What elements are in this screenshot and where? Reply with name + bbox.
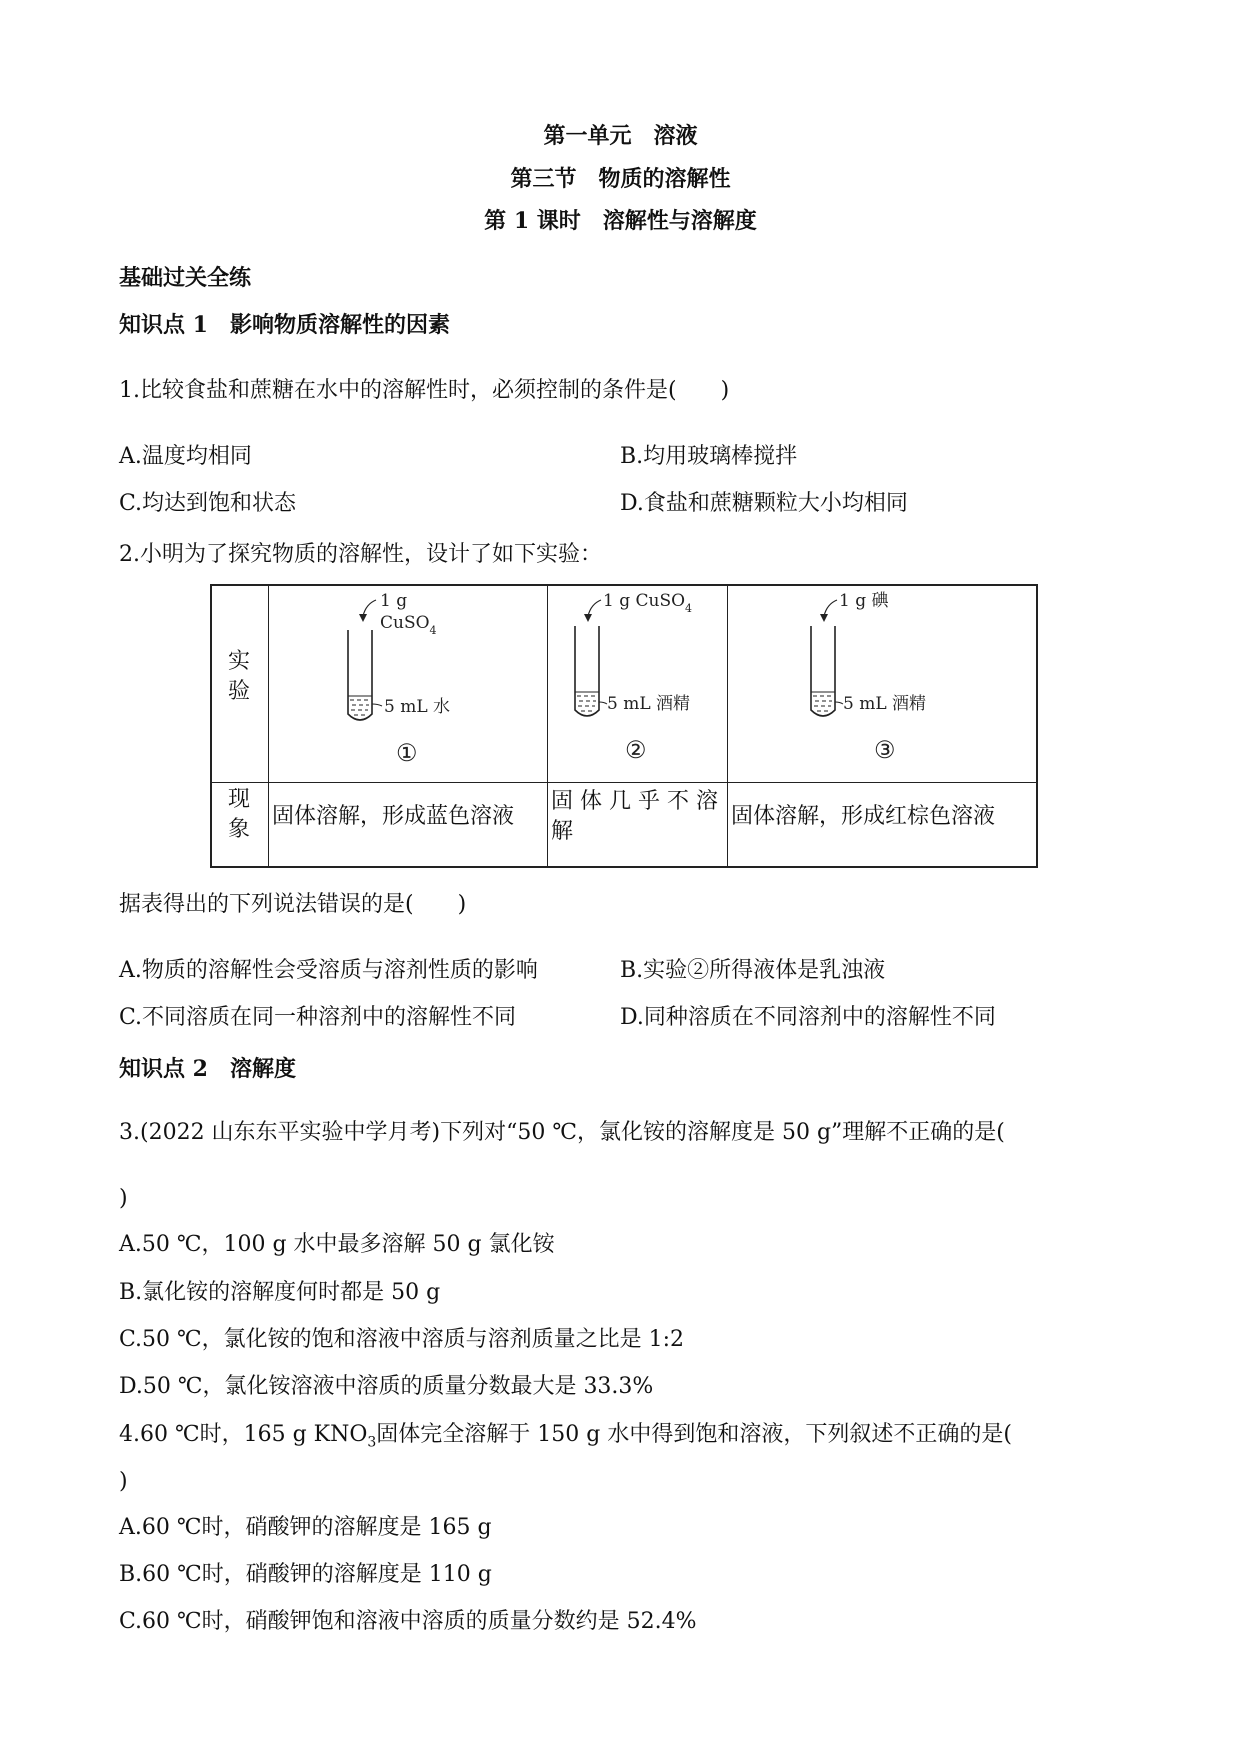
q1-option-a: A.温度均相同 (119, 444, 252, 469)
q4-option-b: B.60 ℃时，硝酸钾的溶解度是 110 g (119, 1562, 492, 1587)
q1-option-d: D.食盐和蔗糖颗粒大小均相同 (620, 491, 908, 516)
lesson-title: 第 1 课时 溶解性与溶解度 (484, 208, 757, 234)
q4-option-a: A.60 ℃时，硝酸钾的溶解度是 165 g (119, 1515, 492, 1540)
q2-option-b: B.实验②所得液体是乳浊液 (620, 958, 886, 983)
row-header-phenomenon-1: 现 (228, 787, 251, 812)
svg-text:1 g CuSO4 (603, 591, 692, 615)
exp1-number: ① (396, 739, 418, 767)
exp3-solute: 1 g 碘 (839, 591, 889, 611)
phenomenon-1: 固体溶解，形成蓝色溶液 (272, 804, 515, 829)
row-header-experiment-2: 验 (228, 679, 251, 704)
q1-option-c: C.均达到饱和状态 (119, 491, 297, 516)
exp1-solute-subscript: 4 (429, 624, 437, 637)
q1-option-b: B.均用玻璃棒搅拌 (620, 444, 798, 469)
question-4-stem (119, 1421, 1012, 1449)
question-3-stem-end: ) (119, 1186, 128, 1211)
svg-text:CuSO4 (380, 613, 437, 637)
exp1-solvent: 5 mL 水 (384, 697, 451, 717)
phenomenon-2-line1: 固 体 几 乎 不 溶 (551, 789, 718, 814)
exp2-solvent: 5 mL 酒精 (607, 694, 691, 714)
q3-option-c: C.50 ℃，氯化铵的饱和溶液中溶质与溶剂质量之比是 1:2 (119, 1327, 685, 1352)
question-1-stem: 1.比较食盐和蔗糖在水中的溶解性时，必须控制的条件是( ) (119, 378, 730, 403)
question-2-stem: 2.小明为了探究物质的溶解性，设计了如下实验： (119, 542, 602, 567)
question-3-stem: 3.(2022 山东东平实验中学月考)下列对“50 ℃，氯化铵的溶解度是 50 g”理解不正确的是( (119, 1120, 1005, 1145)
exp1-solute-formula: CuSO (380, 613, 430, 633)
row-header-phenomenon-2: 象 (228, 817, 251, 842)
knowledge-point-1: 知识点 1 影响物质溶解性的因素 (119, 312, 450, 338)
q4-stem-part-b: 固体完全溶解于 150 g 水中得到饱和溶液，下列叙述不正确的是( (376, 1422, 1012, 1447)
exp2-solute: 1 g CuSO (603, 591, 686, 611)
test-tube-diagram-2 (549, 586, 727, 781)
q4-stem-part-a: 4.60 ℃时，165 g KNO (119, 1422, 368, 1447)
exp2-number: ② (625, 736, 647, 764)
q2-option-c: C.不同溶质在同一种溶剂中的溶解性不同 (119, 1005, 517, 1030)
q3-option-b: B.氯化铵的溶解度何时都是 50 g (119, 1280, 441, 1305)
q4-option-c: C.60 ℃时，硝酸钾饱和溶液中溶质的质量分数约是 52.4% (119, 1609, 697, 1634)
q3-option-a: A.50 ℃，100 g 水中最多溶解 50 g 氯化铵 (119, 1232, 555, 1257)
question-4-stem-end: ) (119, 1469, 128, 1494)
row-header-experiment-1: 实 (228, 649, 251, 674)
exp2-solute-subscript: 4 (685, 602, 693, 615)
experiment-table (210, 584, 1038, 868)
phenomenon-3: 固体溶解，形成红棕色溶液 (731, 804, 996, 829)
q4-stem-subscript: 3 (367, 1434, 377, 1451)
exp3-number: ③ (874, 736, 896, 764)
q2-option-a: A.物质的溶解性会受溶质与溶剂性质的影响 (119, 958, 538, 983)
test-tube-diagram-3 (729, 586, 1035, 781)
exp3-solvent: 5 mL 酒精 (843, 694, 927, 714)
q2-option-d: D.同种溶质在不同溶剂中的溶解性不同 (620, 1005, 996, 1030)
practice-title: 基础过关全练 (119, 265, 252, 291)
section-title: 第三节 物质的溶解性 (510, 166, 731, 192)
knowledge-point-2: 知识点 2 溶解度 (119, 1056, 296, 1082)
phenomenon-2-line2: 解 (551, 819, 574, 844)
question-2-prompt: 据表得出的下列说法错误的是( ) (119, 892, 467, 917)
q3-option-d: D.50 ℃，氯化铵溶液中溶质的质量分数最大是 33.3% (119, 1374, 654, 1399)
test-tube-diagram-1 (270, 586, 546, 781)
unit-title: 第一单元 溶液 (543, 123, 698, 149)
exp1-solute-mass: 1 g (380, 591, 408, 611)
